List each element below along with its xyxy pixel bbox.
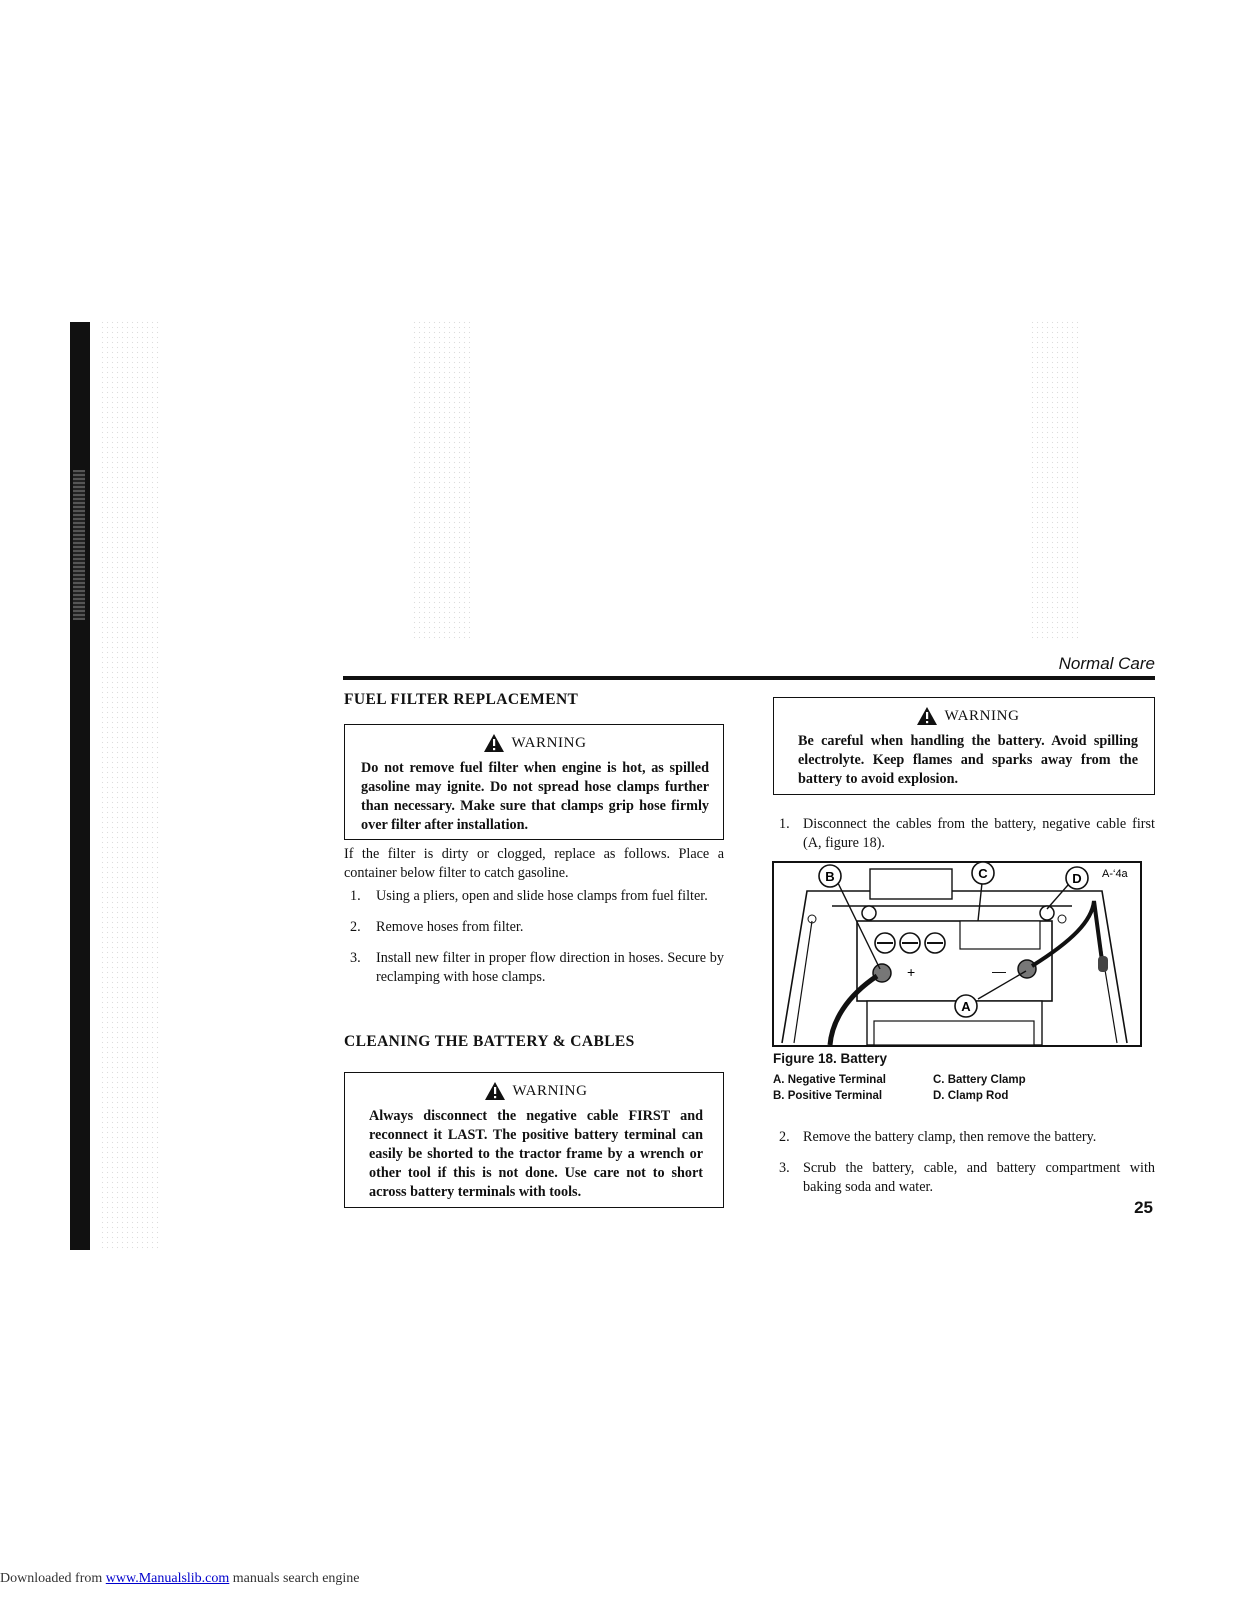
- section-title: Normal Care: [1058, 654, 1155, 673]
- positive-terminal-symbol: +: [907, 964, 916, 980]
- svg-text:C: C: [978, 866, 988, 881]
- battery-figure: [772, 861, 1142, 1047]
- figure-caption: Figure 18. Battery: [773, 1051, 888, 1066]
- warning-text: Always disconnect the negative cable FIRST and reconnect it LAST. The positive battery terminal can easily be shorted to the tractor frame by a wrench or other tool if this is not done. Use care not to short across battery terminals with tools.: [369, 1108, 703, 1200]
- fuel-filter-warning-box: [344, 724, 724, 840]
- fuel-filter-heading: FUEL FILTER REPLACEMENT: [344, 691, 579, 708]
- warning-triangle-icon: [916, 706, 938, 726]
- figure-legend-a: A. Negative Terminal: [773, 1074, 886, 1086]
- warning-title: WARNING: [798, 706, 1138, 726]
- battery-warning-box: [344, 1072, 724, 1208]
- header-rule: [343, 676, 1155, 680]
- list-item: 3. Scrub the battery, cable, and battery compartment with baking soda and water.: [779, 1160, 1155, 1195]
- binding-spine-texture: [73, 470, 85, 620]
- warning-title: WARNING: [361, 733, 709, 753]
- list-item: 1. Using a pliers, open and slide hose clamps from fuel filter.: [350, 888, 708, 904]
- figure-legend-c: C. Battery Clamp: [933, 1074, 1026, 1086]
- warning-text: Be careful when handling the battery. Avoid spilling electrolyte. Keep flames and sparks away from the battery to avoid explosion.: [798, 733, 1138, 787]
- svg-text:B: B: [825, 869, 835, 884]
- scan-speckle: [412, 320, 470, 640]
- warning-text: Do not remove fuel filter when engine is hot, as spilled gasoline may ignite. Do not spread hose clamps further than necessary. Make sure that clamps grip hose firmly over filter after installation.: [361, 760, 709, 833]
- binding-spine: [70, 322, 90, 1250]
- battery-steps: [779, 1128, 1155, 1209]
- figure-reference-code: A-‘4a: [1102, 868, 1128, 880]
- battery-heading: CLEANING THE BATTERY & CABLES: [344, 1033, 635, 1050]
- battery-handling-warning-box: [773, 697, 1155, 795]
- download-footer: Downloaded from www.Manualslib.com manuals search engine: [0, 1571, 360, 1586]
- scan-speckle: [1030, 320, 1078, 640]
- warning-triangle-icon: [483, 733, 505, 753]
- warning-triangle-icon: [484, 1081, 506, 1101]
- svg-text:D: D: [1072, 871, 1082, 886]
- list-item: 2. Remove hoses from filter.: [350, 919, 524, 935]
- scan-speckle: [100, 320, 160, 1250]
- figure-legend-d: D. Clamp Rod: [933, 1090, 1009, 1102]
- manualslib-link[interactable]: www.Manualslib.com: [105, 1571, 230, 1586]
- battery-step-1: 1. Disconnect the cables from the battery, negative cable first (A, figure 18).: [779, 816, 1155, 851]
- fuel-filter-intro: If the filter is dirty or clogged, replace as follows. Place a container below filter to catch gasoline.: [344, 846, 724, 881]
- list-item: 2. Remove the battery clamp, then remove the battery.: [779, 1129, 1097, 1145]
- fuel-filter-steps: [350, 887, 724, 999]
- warning-title: WARNING: [369, 1081, 703, 1101]
- list-item: 3. Install new filter in proper flow direction in hoses. Secure by reclamping with hose clamps.: [350, 950, 724, 985]
- svg-text:A: A: [961, 999, 971, 1014]
- page-number: 25: [1134, 1198, 1153, 1217]
- negative-terminal-symbol: —: [992, 963, 1006, 979]
- figure-legend-b: B. Positive Terminal: [773, 1090, 883, 1102]
